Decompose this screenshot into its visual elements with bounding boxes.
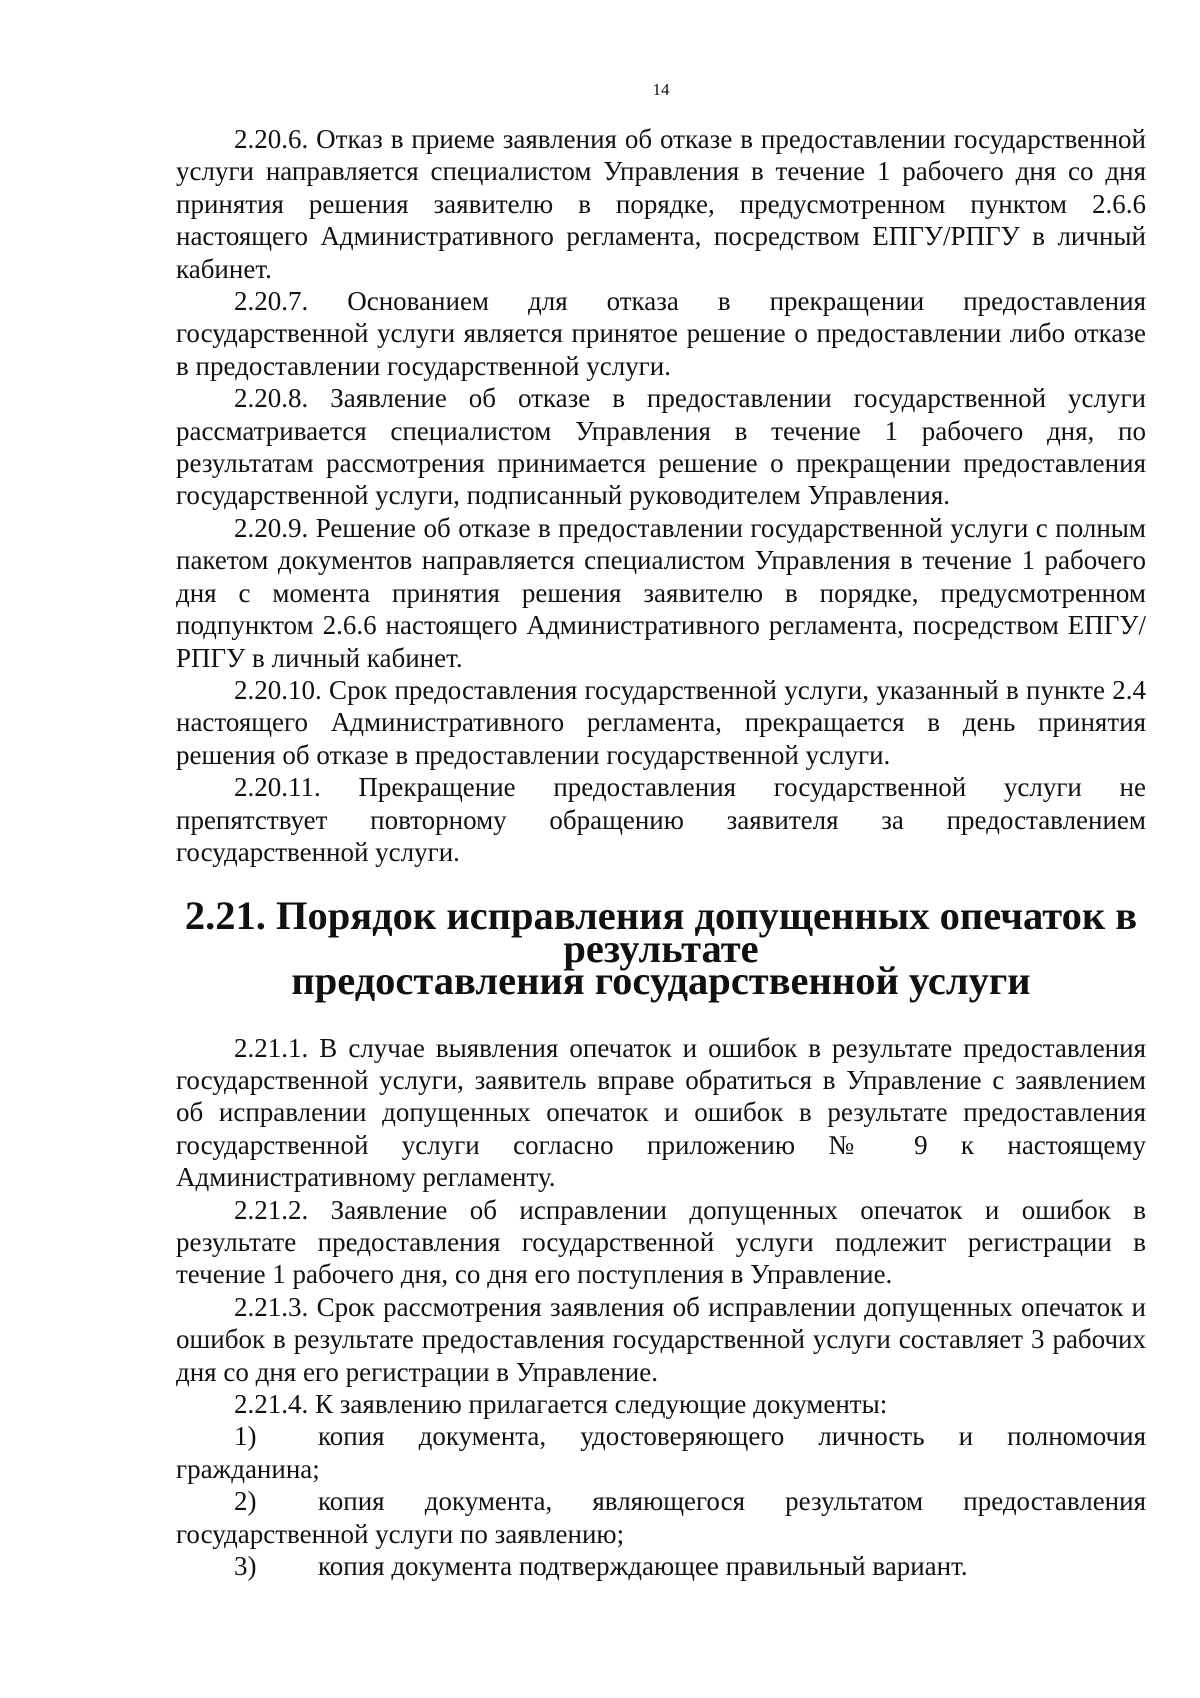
list-item-number: 2) xyxy=(234,1486,257,1517)
list-item-number: 3) xyxy=(234,1551,257,1582)
paragraph-2-20-8: 2.20.8. Заявление об отказе в предоставлении государственной услуги рассматривается специалистом Управления в течение 1 рабочего дня, по результатам рассмотрения принимается решение о прекращении предоставления государственной услуги, подписанный руководителем Управления. xyxy=(176,383,1146,511)
paragraph-2-21-3: 2.21.3. Срок рассмотрения заявления об исправлении допущенных опечаток и ошибок в результате предоставления государственной услуги составляет 3 рабочих дня со дня его регистрации в Управление. xyxy=(176,1291,1146,1387)
list-item-text: копия документа, удостоверяющего личность и полномочия гражданина; xyxy=(176,1421,1146,1484)
documents-list-item xyxy=(176,1550,1146,1582)
section-heading-2-21 xyxy=(176,893,1146,1004)
list-item-number: 1) xyxy=(234,1421,257,1452)
paragraph-2-20-10: 2.20.10. Срок предоставления государственной услуги, указанный в пункте 2.4 настоящего Административного регламента, прекращается в день принятия решения об отказе в предоставлении государственной услуги. xyxy=(176,674,1146,770)
section-heading-line-1: 2.21. Порядок исправления допущенных опечаток в результате xyxy=(184,893,1138,971)
paragraph-2-21-4: 2.21.4. К заявлению прилагается следующие документы: xyxy=(234,1389,888,1420)
page-number: 14 xyxy=(652,80,670,99)
paragraph-2-20-9: 2.20.9. Решение об отказе в предоставлении государственной услуги с полным пакетом документов направляется специалистом Управления в течение 1 рабочего дня с момента принятия решения заявителю в порядке, предусмотренном подпунктом 2.6.6 настоящего Административного регламента, посредством ЕПГУ/РПГУ в личный кабинет. xyxy=(176,512,1146,673)
section-heading-line-2: предоставления государственной услуги xyxy=(291,958,1031,1004)
list-item-text: копия документа подтверждающее правильный вариант. xyxy=(318,1551,968,1582)
paragraph-2-20-6: 2.20.6. Отказ в приеме заявления об отказе в предоставлении государственной услуги направляется специалистом Управления в течение 1 рабочего дня со дня принятия решения заявителю в порядке, предусмотренном пунктом 2.6.6 настоящего Административного регламента, посредством ЕПГУ/РПГУ в личный кабинет. xyxy=(176,124,1146,284)
paragraph-2-21-2: 2.21.2. Заявление об исправлении допущенных опечаток и ошибок в результате предоставления государственной услуги подлежит регистрации в течение 1 рабочего дня, со дня его поступления в Управление. xyxy=(176,1194,1146,1290)
paragraph-2-20-7: 2.20.7. Основанием для отказа в прекращении предоставления государственной услуги является принятое решение о предоставлении либо отказе в предоставлении государственной услуги. xyxy=(176,286,1146,381)
documents-list-item xyxy=(176,1420,1146,1485)
paragraph-2-20-11: 2.20.11. Прекращение предоставления государственной услуги не препятствует повторному обращению заявителя за предоставлением государственной услуги. xyxy=(176,772,1146,867)
documents-list-item xyxy=(176,1485,1146,1550)
list-item-text: копия документа, являющегося результатом предоставления государственной услуги по заявлению; xyxy=(176,1486,1146,1549)
document-body xyxy=(176,123,1146,1582)
paragraph-2-21-1: 2.21.1. В случае выявления опечаток и ошибок в результате предоставления государственной услуги, заявитель вправе обратиться в Управление с заявлением об исправлении допущенных опечаток и ошибок в результате предоставления государственной услуги согласно приложению № 9 к настоящему Административному регламенту. xyxy=(176,1032,1146,1193)
